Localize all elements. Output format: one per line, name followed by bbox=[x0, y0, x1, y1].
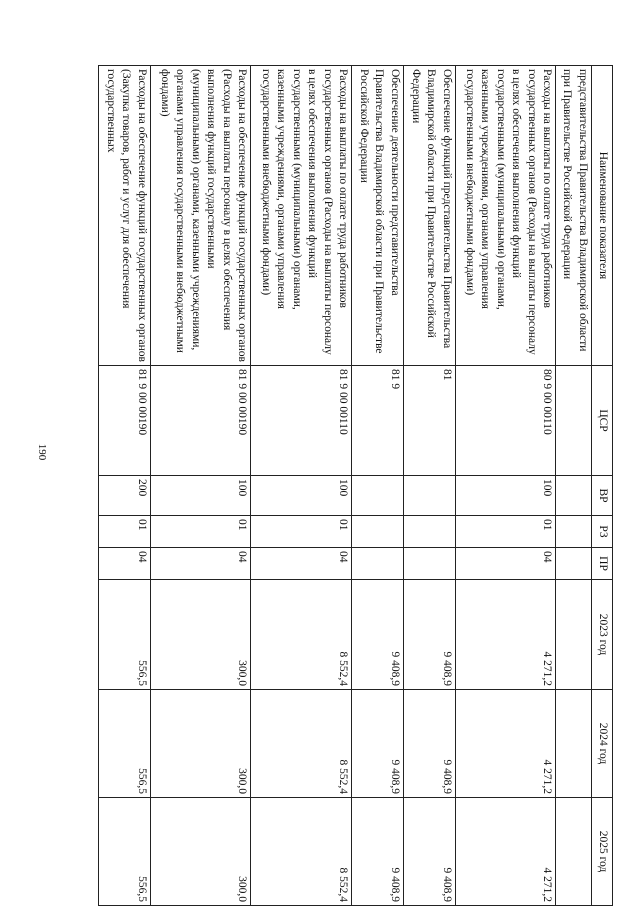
header-rz: РЗ bbox=[592, 516, 613, 548]
cell-csr: 81 9 bbox=[352, 366, 404, 476]
cell-rz bbox=[352, 516, 404, 548]
header-csr: ЦСР bbox=[592, 366, 613, 476]
cell-2024: 556,5 bbox=[99, 690, 151, 798]
cell-2024 bbox=[556, 690, 592, 798]
cell-pr bbox=[556, 548, 592, 580]
cell-2023: 9 408,9 bbox=[352, 580, 404, 690]
cell-name: Обеспечение функций представительства Правительства Владимирской области при Правительстве Российской Федерации bbox=[403, 66, 455, 366]
cell-rz: 01 bbox=[251, 516, 352, 548]
cell-pr: 04 bbox=[251, 548, 352, 580]
table-row bbox=[403, 66, 455, 906]
cell-vr bbox=[352, 476, 404, 516]
table-row bbox=[99, 66, 151, 906]
cell-name: Расходы на обеспечение функций государственных органов (Закупка товаров, работ и услуг для обеспечения государственных bbox=[99, 66, 151, 366]
cell-csr: 81 bbox=[403, 366, 455, 476]
cell-csr: 81 9 00 00190 bbox=[150, 366, 251, 476]
cell-pr: 04 bbox=[455, 548, 556, 580]
header-pr: ПР bbox=[592, 548, 613, 580]
header-2023: 2023 год bbox=[592, 580, 613, 690]
cell-name: представительства Правительства Владимирской области при Правительстве Российской Федерации bbox=[556, 66, 592, 366]
cell-rz: 01 bbox=[150, 516, 251, 548]
cell-pr: 04 bbox=[150, 548, 251, 580]
page-number: 190 bbox=[36, 443, 48, 461]
cell-csr bbox=[556, 366, 592, 476]
cell-2025: 300,0 bbox=[150, 798, 251, 906]
cell-2025: 9 408,9 bbox=[403, 798, 455, 906]
rotated-table-container bbox=[98, 65, 613, 905]
cell-rz bbox=[556, 516, 592, 548]
cell-2024: 300,0 bbox=[150, 690, 251, 798]
cell-vr bbox=[403, 476, 455, 516]
header-vr: ВР bbox=[592, 476, 613, 516]
cell-2025: 9 408,9 bbox=[352, 798, 404, 906]
cell-name: Расходы на обеспечение функций государственных органов (Расходы на выплаты персоналу в целях обеспечения выполнения функций государственными (муниципальными) органами, казенными учреждениями, органами управления государственными внебюджетными фондами) bbox=[150, 66, 251, 366]
header-2024: 2024 год bbox=[592, 690, 613, 798]
cell-name: Расходы на выплаты по оплате труда работников государственных органов (Расходы на выплаты персоналу в целях обеспечения выполнения функций государственными (муниципальными) органами, казенными учреждениями, органами управления государственными внебюджетными фондами) bbox=[251, 66, 352, 366]
table-row bbox=[352, 66, 404, 906]
cell-vr: 100 bbox=[251, 476, 352, 516]
cell-2024: 9 408,9 bbox=[352, 690, 404, 798]
budget-table bbox=[98, 65, 613, 906]
cell-pr bbox=[352, 548, 404, 580]
cell-2024: 4 271,2 bbox=[455, 690, 556, 798]
cell-vr: 100 bbox=[150, 476, 251, 516]
cell-csr: 80 9 00 00110 bbox=[455, 366, 556, 476]
header-2025: 2025 год bbox=[592, 798, 613, 906]
cell-2023: 300,0 bbox=[150, 580, 251, 690]
cell-pr: 04 bbox=[99, 548, 151, 580]
table-row bbox=[150, 66, 251, 906]
cell-2024: 8 552,4 bbox=[251, 690, 352, 798]
cell-2023: 8 552,4 bbox=[251, 580, 352, 690]
cell-2025: 556,5 bbox=[99, 798, 151, 906]
cell-2023: 556,5 bbox=[99, 580, 151, 690]
cell-rz bbox=[403, 516, 455, 548]
cell-csr: 81 9 00 00110 bbox=[251, 366, 352, 476]
cell-2025: 8 552,4 bbox=[251, 798, 352, 906]
cell-2025: 4 271,2 bbox=[455, 798, 556, 906]
cell-2023: 4 271,2 bbox=[455, 580, 556, 690]
table-row bbox=[251, 66, 352, 906]
cell-pr bbox=[403, 548, 455, 580]
cell-2023: 9 408,9 bbox=[403, 580, 455, 690]
cell-2025 bbox=[556, 798, 592, 906]
table-header-row bbox=[592, 66, 613, 906]
header-name: Наименование показателя bbox=[592, 66, 613, 366]
cell-2024: 9 408,9 bbox=[403, 690, 455, 798]
cell-csr: 81 9 00 00190 bbox=[99, 366, 151, 476]
cell-vr bbox=[556, 476, 592, 516]
cell-rz: 01 bbox=[455, 516, 556, 548]
cell-name: Обеспечение деятельности представительства Правительства Владимирской области при Правительстве Российской Федерации bbox=[352, 66, 404, 366]
cell-rz: 01 bbox=[99, 516, 151, 548]
cell-2023 bbox=[556, 580, 592, 690]
cell-vr: 100 bbox=[455, 476, 556, 516]
table-row bbox=[455, 66, 556, 906]
table-row bbox=[556, 66, 592, 906]
cell-vr: 200 bbox=[99, 476, 151, 516]
cell-name: Расходы на выплаты по оплате труда работников государственных органов (Расходы на выплаты персоналу в целях обеспечения выполнения функций государственными (муниципальными) органами, казенными учреждениями, органами управления государственными внебюджетными фондами) bbox=[455, 66, 556, 366]
